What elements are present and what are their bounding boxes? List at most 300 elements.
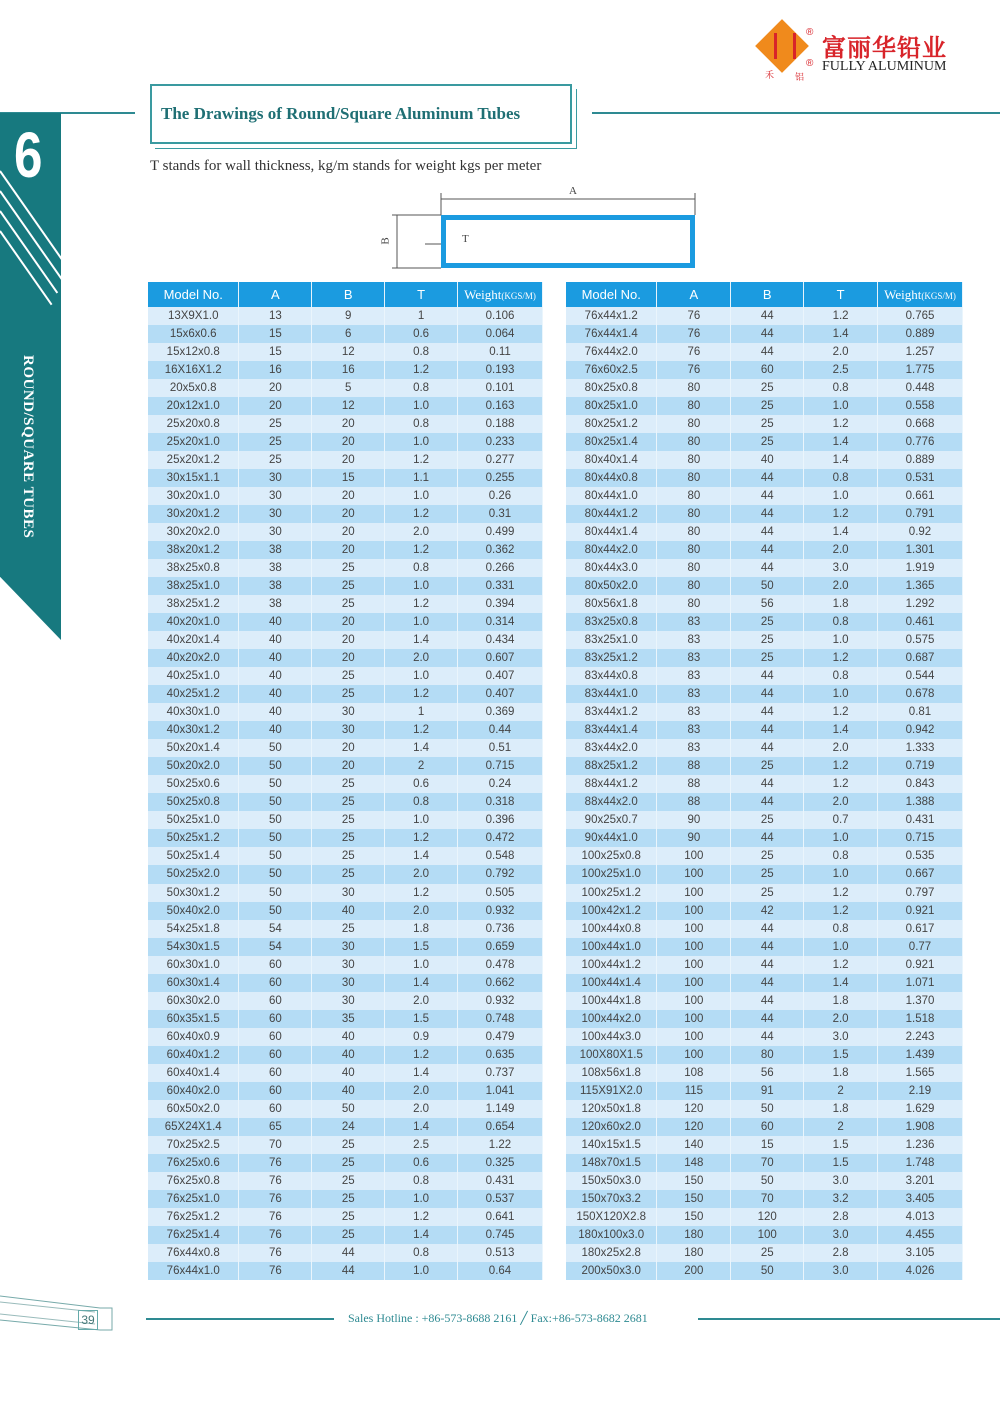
weight-cell: 0.325 xyxy=(458,1154,543,1172)
dim-a-cell: 80 xyxy=(657,523,731,541)
dim-a-cell: 83 xyxy=(657,667,731,685)
col-b: B xyxy=(731,282,804,307)
dim-b-cell: 20 xyxy=(312,487,385,505)
chapter-number: 6 xyxy=(14,119,43,191)
weight-cell: 0.407 xyxy=(458,685,543,703)
dim-a-cell: 80 xyxy=(657,541,731,559)
model-no-cell: 60x40x1.4 xyxy=(148,1064,239,1082)
wall-thickness-cell: 1.0 xyxy=(804,865,878,883)
dim-a-cell: 60 xyxy=(239,1100,312,1118)
table-row xyxy=(148,487,543,505)
weight-cell: 0.81 xyxy=(878,703,963,721)
table-row xyxy=(566,1208,963,1226)
table-row xyxy=(566,577,963,595)
model-no-cell: 80x44x1.4 xyxy=(566,523,657,541)
dim-b-cell: 20 xyxy=(312,631,385,649)
dim-a-cell: 76 xyxy=(239,1208,312,1226)
weight-cell: 4.026 xyxy=(878,1262,963,1280)
table-row xyxy=(148,307,543,325)
table-row xyxy=(148,649,543,667)
dim-a-cell: 38 xyxy=(239,577,312,595)
dim-a-cell: 15 xyxy=(239,343,312,361)
wall-thickness-cell: 1.2 xyxy=(804,649,878,667)
dim-b-cell: 50 xyxy=(731,1100,804,1118)
dim-a-cell: 30 xyxy=(239,487,312,505)
model-no-cell: 30x20x1.2 xyxy=(148,505,239,523)
dim-b-cell: 20 xyxy=(312,451,385,469)
dim-a-cell: 60 xyxy=(239,1082,312,1100)
wall-thickness-cell: 1.0 xyxy=(385,577,458,595)
dim-b-cell: 56 xyxy=(731,1064,804,1082)
wall-thickness-cell: 0.8 xyxy=(804,379,878,397)
wall-thickness-cell: 0.8 xyxy=(385,379,458,397)
dim-b-cell: 25 xyxy=(312,667,385,685)
table-row xyxy=(148,775,543,793)
wall-thickness-cell: 2.0 xyxy=(804,739,878,757)
dim-a-cell: 50 xyxy=(239,757,312,775)
table-row xyxy=(566,361,963,379)
table-row xyxy=(566,1226,963,1244)
weight-cell: 0.431 xyxy=(458,1172,543,1190)
dim-b-cell: 25 xyxy=(312,1208,385,1226)
dim-a-cell: 25 xyxy=(239,433,312,451)
table-row xyxy=(566,541,963,559)
wall-thickness-cell: 2.0 xyxy=(385,1082,458,1100)
wall-thickness-cell: 1.0 xyxy=(804,685,878,703)
model-no-cell: 88x44x2.0 xyxy=(566,793,657,811)
dim-a-cell: 80 xyxy=(657,595,731,613)
table-row xyxy=(148,1190,543,1208)
weight-cell: 0.921 xyxy=(878,902,963,920)
model-no-cell: 50x25x1.2 xyxy=(148,829,239,847)
model-no-cell: 100x25x0.8 xyxy=(566,847,657,865)
wall-thickness-cell: 1.4 xyxy=(385,739,458,757)
dim-a-cell: 80 xyxy=(657,451,731,469)
weight-cell: 0.791 xyxy=(878,505,963,523)
model-no-cell: 76x44x0.8 xyxy=(148,1244,239,1262)
dim-b-cell: 44 xyxy=(731,739,804,757)
wall-thickness-cell: 1.0 xyxy=(385,613,458,631)
weight-cell: 0.715 xyxy=(458,757,543,775)
model-no-cell: 80x44x0.8 xyxy=(566,469,657,487)
wall-thickness-cell: 3.0 xyxy=(804,559,878,577)
dim-b-cell: 25 xyxy=(312,1136,385,1154)
weight-cell: 0.92 xyxy=(878,523,963,541)
table-row xyxy=(148,577,543,595)
dim-b-cell: 25 xyxy=(312,1226,385,1244)
model-no-cell: 40x30x1.0 xyxy=(148,703,239,721)
table-row xyxy=(566,757,963,775)
weight-cell: 0.461 xyxy=(878,613,963,631)
model-no-cell: 80x50x2.0 xyxy=(566,577,657,595)
weight-cell: 0.101 xyxy=(458,379,543,397)
wall-thickness-cell: 1.2 xyxy=(804,307,878,325)
model-no-cell: 76x25x1.2 xyxy=(148,1208,239,1226)
model-no-cell: 16X16X1.2 xyxy=(148,361,239,379)
dim-a-cell: 60 xyxy=(239,956,312,974)
weight-cell: 0.921 xyxy=(878,956,963,974)
dim-a-cell: 83 xyxy=(657,631,731,649)
table-row xyxy=(566,1028,963,1046)
dim-b-cell: 44 xyxy=(731,938,804,956)
model-no-cell: 148x70x1.5 xyxy=(566,1154,657,1172)
table-row xyxy=(148,902,543,920)
col-model: Model No. xyxy=(566,282,657,307)
model-no-cell: 100x44x1.8 xyxy=(566,992,657,1010)
table-row xyxy=(148,631,543,649)
wall-thickness-cell: 1.2 xyxy=(385,505,458,523)
table-row xyxy=(566,379,963,397)
table-row xyxy=(566,1046,963,1064)
chapter-label: ROUND/SQUARE TUBES xyxy=(20,355,36,539)
page-title-box xyxy=(150,84,572,144)
table-row xyxy=(148,1208,543,1226)
dim-a-cell: 83 xyxy=(657,613,731,631)
weight-cell: 0.719 xyxy=(878,757,963,775)
model-no-cell: 15x12x0.8 xyxy=(148,343,239,361)
wall-thickness-cell: 1.2 xyxy=(385,685,458,703)
logo-seal-char: 禾 xyxy=(765,70,775,80)
weight-cell: 0.745 xyxy=(458,1226,543,1244)
model-no-cell: 80x44x2.0 xyxy=(566,541,657,559)
model-no-cell: 80x40x1.4 xyxy=(566,451,657,469)
dim-a-cell: 80 xyxy=(657,559,731,577)
dim-b-cell: 56 xyxy=(731,595,804,613)
dim-b-cell: 25 xyxy=(312,865,385,883)
table-row xyxy=(148,1154,543,1172)
dim-b-cell: 6 xyxy=(312,325,385,343)
dim-b-cell: 44 xyxy=(731,487,804,505)
wall-thickness-cell: 2.0 xyxy=(804,343,878,361)
dim-b-cell: 25 xyxy=(731,847,804,865)
weight-cell: 0.641 xyxy=(458,1208,543,1226)
model-no-cell: 150x70x3.2 xyxy=(566,1190,657,1208)
dim-b-cell: 44 xyxy=(731,992,804,1010)
weight-cell: 1.292 xyxy=(878,595,963,613)
weight-label: Weight xyxy=(884,286,922,302)
wall-thickness-cell: 3.0 xyxy=(804,1262,878,1280)
dim-b-cell: 25 xyxy=(312,847,385,865)
dim-a-cell: 76 xyxy=(239,1244,312,1262)
wall-thickness-cell: 1.2 xyxy=(804,415,878,433)
table-header-row xyxy=(148,282,543,307)
dim-b-cell: 25 xyxy=(731,649,804,667)
weight-cell: 0.537 xyxy=(458,1190,543,1208)
model-no-cell: 38x25x1.2 xyxy=(148,595,239,613)
model-no-cell: 25x20x1.2 xyxy=(148,451,239,469)
wall-thickness-cell: 2.5 xyxy=(804,361,878,379)
dim-b-cell: 44 xyxy=(731,505,804,523)
table-row xyxy=(148,884,543,902)
col-model: Model No. xyxy=(148,282,239,307)
dim-b-cell: 44 xyxy=(312,1262,385,1280)
dim-a-cell: 54 xyxy=(239,938,312,956)
weight-cell: 0.478 xyxy=(458,956,543,974)
dim-a-cell: 80 xyxy=(657,487,731,505)
model-no-cell: 100x25x1.2 xyxy=(566,884,657,902)
dim-a-cell: 120 xyxy=(657,1100,731,1118)
table-row xyxy=(148,415,543,433)
wall-thickness-cell: 1.4 xyxy=(385,631,458,649)
wall-thickness-cell: 1.2 xyxy=(804,775,878,793)
model-no-cell: 100x44x1.0 xyxy=(566,938,657,956)
weight-cell: 3.201 xyxy=(878,1172,963,1190)
wall-thickness-cell: 1.8 xyxy=(804,1064,878,1082)
model-no-cell: 50x20x1.4 xyxy=(148,739,239,757)
wall-thickness-cell: 1.0 xyxy=(804,487,878,505)
table-row xyxy=(566,397,963,415)
table-row xyxy=(566,307,963,325)
dim-b-cell: 9 xyxy=(312,307,385,325)
dim-b-cell: 44 xyxy=(731,325,804,343)
weight-cell: 0.531 xyxy=(878,469,963,487)
dim-a-cell: 60 xyxy=(239,1046,312,1064)
wall-thickness-cell: 1.2 xyxy=(804,757,878,775)
wall-thickness-cell: 2.0 xyxy=(804,1010,878,1028)
dim-b-cell: 30 xyxy=(312,992,385,1010)
wall-thickness-cell: 0.8 xyxy=(385,1172,458,1190)
model-no-cell: 60x40x2.0 xyxy=(148,1082,239,1100)
dim-a-cell: 13 xyxy=(239,307,312,325)
dim-b-cell: 25 xyxy=(312,595,385,613)
table-row xyxy=(566,433,963,451)
dim-b-cell: 25 xyxy=(312,577,385,595)
weight-cell: 0.499 xyxy=(458,523,543,541)
wall-thickness-cell: 2.8 xyxy=(804,1208,878,1226)
weight-cell: 2.19 xyxy=(878,1082,963,1100)
dim-a-cell: 30 xyxy=(239,469,312,487)
model-no-cell: 30x15x1.1 xyxy=(148,469,239,487)
model-no-cell: 50x25x0.6 xyxy=(148,775,239,793)
wall-thickness-cell: 0.8 xyxy=(385,415,458,433)
dim-a-cell: 60 xyxy=(239,974,312,992)
dim-a-cell: 180 xyxy=(657,1226,731,1244)
model-no-cell: 60x30x1.4 xyxy=(148,974,239,992)
wall-thickness-cell: 1.2 xyxy=(385,721,458,739)
model-no-cell: 80x44x3.0 xyxy=(566,559,657,577)
table-row xyxy=(148,865,543,883)
table-row xyxy=(148,613,543,631)
tube-cross-section-diagram xyxy=(380,185,710,275)
weight-cell: 0.407 xyxy=(458,667,543,685)
dim-b-cell: 50 xyxy=(731,1172,804,1190)
table-row xyxy=(566,865,963,883)
dim-b-cell: 100 xyxy=(731,1226,804,1244)
dim-b-cell: 30 xyxy=(312,884,385,902)
model-no-cell: 83x25x1.0 xyxy=(566,631,657,649)
dim-b-cell: 30 xyxy=(312,974,385,992)
model-no-cell: 80x25x1.0 xyxy=(566,397,657,415)
weight-unit: (KGS/M) xyxy=(921,290,956,301)
footer-rule-left xyxy=(146,1318,334,1320)
wall-thickness-cell: 1.5 xyxy=(804,1136,878,1154)
table-row xyxy=(148,847,543,865)
dim-a-cell: 76 xyxy=(239,1226,312,1244)
table-row xyxy=(566,829,963,847)
dim-b-cell: 25 xyxy=(312,1154,385,1172)
dim-a-cell: 15 xyxy=(239,325,312,343)
model-no-cell: 100x42x1.2 xyxy=(566,902,657,920)
model-no-cell: 50x25x1.0 xyxy=(148,811,239,829)
dim-a-cell: 90 xyxy=(657,811,731,829)
weight-cell: 0.661 xyxy=(878,487,963,505)
table-row xyxy=(566,902,963,920)
dim-a-cell: 83 xyxy=(657,685,731,703)
weight-cell: 0.44 xyxy=(458,721,543,739)
dim-b-cell: 25 xyxy=(312,811,385,829)
dim-b-cell: 25 xyxy=(731,811,804,829)
model-no-cell: 65X24X1.4 xyxy=(148,1118,239,1136)
dim-b-cell: 80 xyxy=(731,1046,804,1064)
dim-a-cell: 40 xyxy=(239,613,312,631)
dim-a-cell: 150 xyxy=(657,1172,731,1190)
dim-b-cell: 25 xyxy=(731,865,804,883)
dim-b-cell: 20 xyxy=(312,433,385,451)
weight-cell: 0.635 xyxy=(458,1046,543,1064)
wall-thickness-cell: 1.8 xyxy=(385,920,458,938)
dim-b-cell: 44 xyxy=(731,974,804,992)
header-rule-right xyxy=(592,112,1000,114)
dim-b-cell: 44 xyxy=(731,829,804,847)
table-row xyxy=(566,884,963,902)
col-t: T xyxy=(385,282,458,307)
wall-thickness-cell: 0.8 xyxy=(804,667,878,685)
weight-cell: 1.370 xyxy=(878,992,963,1010)
model-no-cell: 76x44x1.0 xyxy=(148,1262,239,1280)
table-row xyxy=(148,920,543,938)
dim-b-cell: 20 xyxy=(312,415,385,433)
weight-cell: 0.163 xyxy=(458,397,543,415)
model-no-cell: 60x40x0.9 xyxy=(148,1028,239,1046)
table-row xyxy=(566,721,963,739)
weight-cell: 0.765 xyxy=(878,307,963,325)
model-no-cell: 83x44x2.0 xyxy=(566,739,657,757)
table-row xyxy=(148,1226,543,1244)
weight-cell: 3.405 xyxy=(878,1190,963,1208)
wall-thickness-cell: 2 xyxy=(804,1118,878,1136)
table-row xyxy=(148,361,543,379)
table-row xyxy=(148,1100,543,1118)
dim-b-cell: 25 xyxy=(312,793,385,811)
table-row xyxy=(148,1082,543,1100)
weight-cell: 0.889 xyxy=(878,451,963,469)
table-row xyxy=(566,487,963,505)
dim-b-cell: 70 xyxy=(731,1154,804,1172)
table-row xyxy=(566,1100,963,1118)
brand-name-en: FULLY ALUMINUM xyxy=(822,59,947,74)
brand-name-cn: 富丽华铅业 xyxy=(822,34,947,62)
dim-b-cell: 35 xyxy=(312,1010,385,1028)
diagram-label-b: B xyxy=(379,237,392,245)
model-no-cell: 60x40x1.2 xyxy=(148,1046,239,1064)
dim-b-cell: 12 xyxy=(312,343,385,361)
dim-a-cell: 100 xyxy=(657,1046,731,1064)
dim-b-cell: 44 xyxy=(731,721,804,739)
col-a: A xyxy=(239,282,312,307)
dim-b-cell: 25 xyxy=(731,397,804,415)
model-no-cell: 83x44x1.2 xyxy=(566,703,657,721)
dim-a-cell: 76 xyxy=(239,1172,312,1190)
dim-b-cell: 15 xyxy=(731,1136,804,1154)
table-row xyxy=(566,1010,963,1028)
dim-b-cell: 5 xyxy=(312,379,385,397)
model-no-cell: 25x20x1.0 xyxy=(148,433,239,451)
dim-b-cell: 16 xyxy=(312,361,385,379)
weight-cell: 0.558 xyxy=(878,397,963,415)
dim-b-cell: 40 xyxy=(312,1028,385,1046)
weight-cell: 0.266 xyxy=(458,559,543,577)
model-no-cell: 38x25x1.0 xyxy=(148,577,239,595)
dim-a-cell: 30 xyxy=(239,505,312,523)
model-no-cell: 76x25x1.0 xyxy=(148,1190,239,1208)
dim-b-cell: 44 xyxy=(731,307,804,325)
col-t: T xyxy=(804,282,878,307)
dim-b-cell: 44 xyxy=(731,667,804,685)
table-row xyxy=(148,757,543,775)
model-no-cell: 90x44x1.0 xyxy=(566,829,657,847)
dim-b-cell: 60 xyxy=(731,1118,804,1136)
model-no-cell: 76x25x0.8 xyxy=(148,1172,239,1190)
table-row xyxy=(148,1172,543,1190)
table-row xyxy=(148,1244,543,1262)
dim-b-cell: 25 xyxy=(731,631,804,649)
dim-a-cell: 50 xyxy=(239,811,312,829)
weight-cell: 2.243 xyxy=(878,1028,963,1046)
dim-b-cell: 25 xyxy=(312,559,385,577)
col-a: A xyxy=(657,282,731,307)
dim-a-cell: 148 xyxy=(657,1154,731,1172)
wall-thickness-cell: 3.0 xyxy=(804,1226,878,1244)
dim-a-cell: 88 xyxy=(657,775,731,793)
table-row xyxy=(566,1154,963,1172)
wall-thickness-cell: 1.2 xyxy=(385,451,458,469)
model-no-cell: 38x25x0.8 xyxy=(148,559,239,577)
wall-thickness-cell: 2 xyxy=(804,1082,878,1100)
model-no-cell: 108x56x1.8 xyxy=(566,1064,657,1082)
weight-unit: (KGS/M) xyxy=(501,290,536,301)
dim-b-cell: 25 xyxy=(312,1172,385,1190)
wall-thickness-cell: 1.0 xyxy=(804,938,878,956)
dim-b-cell: 20 xyxy=(312,523,385,541)
wall-thickness-cell: 2.0 xyxy=(385,649,458,667)
weight-cell: 0.434 xyxy=(458,631,543,649)
table-row xyxy=(148,721,543,739)
wall-thickness-cell: 1.0 xyxy=(804,397,878,415)
wall-thickness-cell: 0.8 xyxy=(804,613,878,631)
table-row xyxy=(566,343,963,361)
dim-b-cell: 44 xyxy=(731,703,804,721)
wall-thickness-cell: 1.4 xyxy=(385,1118,458,1136)
dim-a-cell: 60 xyxy=(239,992,312,1010)
model-no-cell: 76x44x1.4 xyxy=(566,325,657,343)
wall-thickness-cell: 3.0 xyxy=(804,1172,878,1190)
weight-cell: 0.792 xyxy=(458,865,543,883)
dim-a-cell: 100 xyxy=(657,902,731,920)
wall-thickness-cell: 1.2 xyxy=(804,956,878,974)
wall-thickness-cell: 1.4 xyxy=(385,847,458,865)
model-no-cell: 83x25x1.2 xyxy=(566,649,657,667)
wall-thickness-cell: 0.8 xyxy=(385,1244,458,1262)
model-no-cell: 40x20x2.0 xyxy=(148,649,239,667)
dim-a-cell: 54 xyxy=(239,920,312,938)
dim-b-cell: 44 xyxy=(731,523,804,541)
dim-a-cell: 200 xyxy=(657,1262,731,1280)
dim-b-cell: 30 xyxy=(312,956,385,974)
table-row xyxy=(566,505,963,523)
table-row xyxy=(566,920,963,938)
model-no-cell: 15x6x0.6 xyxy=(148,325,239,343)
weight-cell: 0.369 xyxy=(458,703,543,721)
